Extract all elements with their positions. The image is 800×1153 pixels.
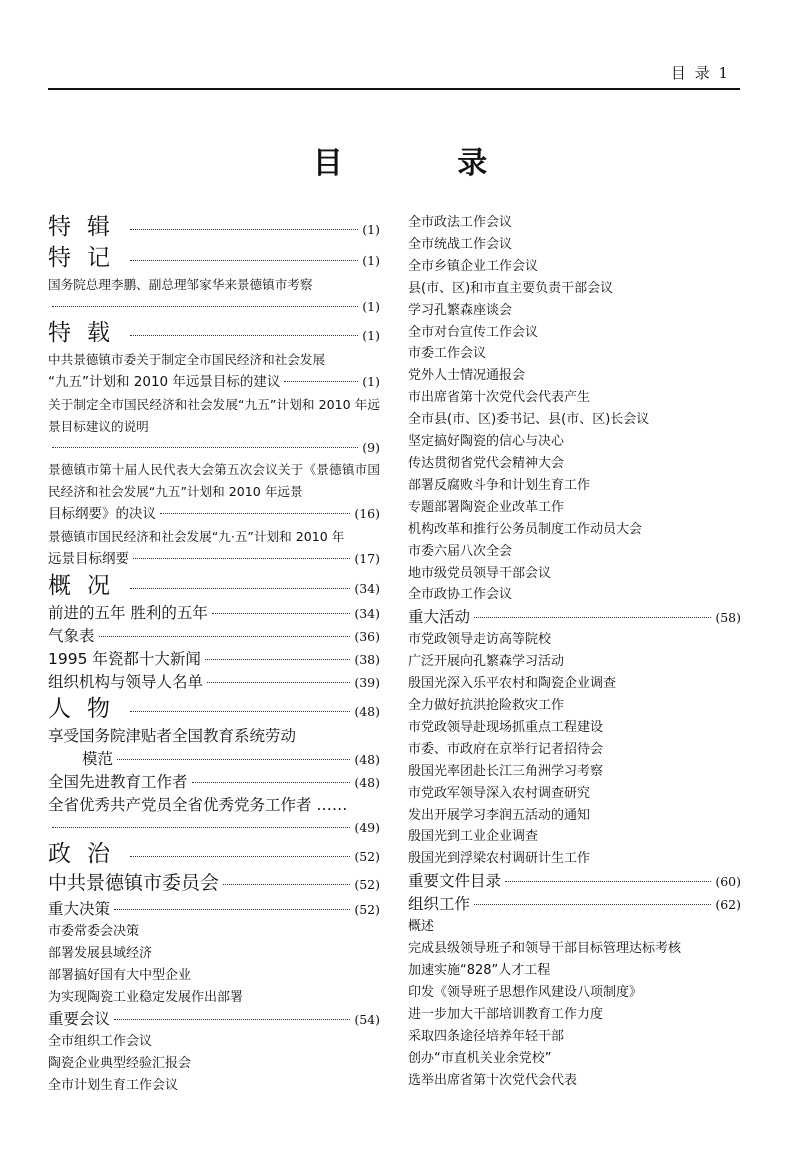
toc-entry-continuation: [48, 437, 380, 459]
toc-item: [408, 739, 741, 761]
toc-entry-title: 中共景德镇市委员会: [48, 871, 220, 894]
toc-entry: [48, 602, 380, 625]
toc-entry: [408, 870, 741, 893]
toc-item: [408, 278, 741, 300]
toc-item: [408, 563, 741, 585]
toc-item: [408, 431, 741, 453]
page-number: (62): [715, 897, 741, 913]
toc-item-text: 为实现陶瓷工业稳定发展作出部署: [48, 989, 244, 1005]
page-title: 目 录: [312, 146, 540, 181]
toc-item: [408, 1004, 741, 1026]
toc-left-column: [48, 212, 380, 1097]
toc-item-text: 印发《领导班子思想作风建设八项制度》: [408, 985, 643, 1000]
toc-item: [408, 212, 741, 234]
toc-item-text: 部署反腐败斗争和计划生育工作: [408, 477, 591, 493]
toc-item-text: 进一步加大干部培训教育工作力度: [408, 1006, 604, 1022]
dot-leader: [130, 856, 350, 857]
toc-entry-title: 重大活动: [408, 608, 471, 627]
toc-item-text: 部署搞好国有大中型企业: [48, 967, 192, 983]
page-number: (52): [354, 876, 380, 892]
toc-item: [48, 1053, 380, 1075]
page-number: (1): [362, 373, 380, 389]
toc-item: [408, 960, 741, 982]
toc-item: [48, 1031, 380, 1053]
toc-item-text: 机构改革和推行公务员制度工作动员大会: [408, 521, 643, 537]
toc-section-title: 特载: [48, 319, 126, 346]
page-number: (60): [715, 874, 741, 890]
dot-leader: [114, 1019, 350, 1020]
toc-section-title: 特记: [48, 245, 126, 271]
toc-item-text: 全力做好抗洪抢险救灾工作: [408, 698, 565, 714]
toc-item-text: 全市县(市、区)委书记、县(市、区)长会议: [408, 412, 650, 428]
toc-item: [408, 519, 741, 541]
dot-leader: [99, 636, 351, 637]
dot-leader: [474, 904, 711, 905]
page-number: (38): [354, 651, 380, 667]
page-number: (49): [354, 819, 380, 835]
toc-item: [408, 761, 741, 783]
toc-item-text: 市委、市政府在京举行记者招待会: [408, 741, 604, 757]
toc-entry-title: 前进的五年 胜利的五年: [48, 603, 208, 622]
toc-item-text: 全市乡镇企业工作会议: [408, 258, 539, 274]
toc-section: [48, 571, 380, 602]
toc-entry: [48, 648, 380, 671]
page-number: (9): [362, 440, 380, 456]
toc-section-title: 政治: [48, 840, 126, 867]
toc-entry: [408, 893, 741, 916]
toc-entry-text: 景德镇市第十届人民代表大会第五次会议关于《景德镇市国民经济和社会发展“九五”计划和 2010 年远景: [48, 462, 380, 500]
dot-leader: [130, 229, 358, 230]
toc-item-text: 概述: [408, 919, 435, 935]
dot-leader: [284, 381, 358, 382]
toc-item-text: 坚定搞好陶瓷的信心与决心: [408, 434, 565, 450]
page-number: (1): [362, 327, 380, 343]
toc-section: [48, 694, 380, 725]
toc-item: [48, 943, 380, 965]
toc-entry: [48, 548, 380, 571]
page-number: (34): [354, 580, 380, 596]
toc-item: [408, 322, 741, 344]
toc-item: [408, 982, 741, 1004]
toc-item: [408, 475, 741, 497]
toc-item: [408, 343, 741, 365]
toc-entry: [48, 898, 380, 921]
toc-item: [408, 826, 741, 848]
toc-item: [408, 916, 741, 938]
dot-leader: [133, 558, 350, 559]
toc-item-text: 地市级党员领导干部会议: [408, 565, 552, 581]
toc-entry-text: 中共景德镇市委关于制定全市国民经济和社会发展: [48, 351, 326, 367]
dot-leader: [192, 782, 351, 783]
toc-item-text: 广泛开展向孔繁森学习活动: [408, 654, 565, 670]
toc-entry-title: 组织机构与领导人名单: [48, 672, 204, 691]
toc-item: [48, 987, 380, 1009]
toc-item-text: 陶瓷企业典型经验汇报会: [48, 1056, 192, 1072]
dot-leader: [212, 613, 350, 614]
page-number: (1): [362, 298, 380, 314]
page-number: (52): [354, 848, 380, 864]
running-header: [48, 60, 740, 90]
toc-item-text: 专题部署陶瓷企业改革工作: [408, 499, 565, 515]
page-number: (48): [354, 751, 380, 767]
toc-item: [408, 584, 741, 606]
toc-item: [408, 848, 741, 870]
page-number: (17): [354, 550, 380, 566]
toc-item-text: 市党政领导走访高等院校: [408, 632, 552, 648]
dot-leader: [130, 335, 358, 336]
toc-entry-title: 组织工作: [408, 895, 471, 914]
toc-item: [408, 717, 741, 739]
toc-item: [408, 541, 741, 563]
toc-item-text: 部署发展县域经济: [48, 945, 153, 961]
dot-leader: [130, 711, 350, 712]
toc-item-text: 市党政领导赴现场抓重点工程建设: [408, 719, 604, 735]
toc-item-text: 党外人士情况通报会: [408, 368, 526, 384]
toc-item: [408, 497, 741, 519]
toc-entry-title: 重要文件目录: [408, 872, 502, 891]
toc-entry: [48, 1008, 380, 1031]
toc-entry-text: 关于制定全市国民经济和社会发展“九五”计划和 2010 年远景目标建议的说明: [48, 396, 380, 434]
toc-item: [408, 695, 741, 717]
toc-item-text: 学习孔繁森座谈会: [408, 302, 513, 318]
toc-item-text: 市委六届八次全会: [408, 543, 513, 559]
toc-item: [408, 365, 741, 387]
toc-entry-text: 全省优秀共产党员全省优秀党务工作者 ……: [48, 795, 348, 814]
toc-section: [48, 212, 380, 243]
toc-item-text: 全市统战工作会议: [408, 236, 513, 252]
page-number: (39): [354, 674, 380, 690]
toc-item: [408, 387, 741, 409]
page-number: (48): [354, 774, 380, 790]
toc-item-text: 市委常委会决策: [48, 923, 140, 939]
toc-entry-continuation: [48, 296, 380, 318]
toc-item-text: 传达贯彻省党代会精神大会: [408, 455, 565, 471]
dot-leader: [130, 588, 350, 589]
dot-leader: [117, 759, 350, 760]
dot-leader: [205, 659, 350, 660]
toc-item: [48, 965, 380, 987]
toc-entry: [48, 748, 380, 771]
page-number: (36): [354, 628, 380, 644]
dot-leader: [505, 881, 711, 882]
toc-item-text: 全市组织工作会议: [48, 1034, 153, 1050]
toc-entry-title: 全国先进教育工作者: [48, 772, 188, 791]
toc-entry-title: “九五”计划和 2010 年远景目标的建议: [48, 373, 281, 390]
dot-leader: [130, 260, 358, 261]
page-number: (48): [354, 703, 380, 719]
toc-item-text: 采取四条途径培养年轻干部: [408, 1028, 565, 1044]
dot-leader: [52, 306, 358, 307]
toc-item: [408, 234, 741, 256]
toc-item-text: 全市政法工作会议: [408, 215, 513, 230]
toc-item: [408, 1048, 741, 1070]
toc-entry-title: 模范: [82, 749, 114, 768]
page-number: (1): [362, 253, 380, 268]
dot-leader: [207, 682, 350, 683]
toc-entry-title: 1995 年瓷都十大新闻: [48, 649, 201, 668]
page-number: (58): [715, 610, 741, 626]
toc-item: [408, 1026, 741, 1048]
toc-entry: [48, 503, 380, 526]
toc-item: [408, 673, 741, 695]
toc-item-text: 殷国光到工业企业调查: [408, 829, 539, 845]
toc-item: [408, 783, 741, 805]
toc-item-text: 市出席省第十次党代会代表产生: [408, 390, 591, 406]
toc-entry-title: 目标纲要》的决议: [48, 506, 156, 523]
toc-item: [48, 921, 380, 943]
toc-item-text: 全市政协工作会议: [408, 587, 513, 603]
toc-entry: [48, 870, 380, 898]
toc-item: [408, 300, 741, 322]
dot-leader: [160, 513, 350, 514]
toc-item: [408, 651, 741, 673]
toc-entry-text: 国务院总理李鹏、副总理邹家华来景德镇市考察: [48, 277, 313, 292]
toc-item-text: 殷国光深入乐平农村和陶瓷企业调查: [408, 676, 617, 692]
toc-right-column: [408, 212, 741, 1092]
toc-entry-continuation: [48, 817, 380, 839]
toc-item: [408, 938, 741, 960]
toc-section: [48, 318, 380, 349]
page-number: (16): [354, 506, 380, 522]
toc-entry-title: 重大决策: [48, 899, 111, 918]
toc-entry: [48, 671, 380, 694]
toc-item: [408, 805, 741, 827]
toc-entry-title: 气象表: [48, 626, 95, 645]
toc-item-text: 发出开展学习李润五活动的通知: [408, 807, 591, 823]
toc-entry: [48, 371, 380, 394]
toc-section-title: 概况: [48, 572, 126, 599]
toc-item-text: 殷国光到浮梁农村调研计生工作: [408, 851, 591, 867]
page-number: (34): [354, 605, 380, 621]
toc-item-text: 市委工作会议: [408, 346, 487, 362]
toc-item-text: 全市对台宣传工作会议: [408, 324, 539, 340]
page-number: (54): [354, 1012, 380, 1028]
dot-leader: [52, 827, 350, 828]
toc-entry: [48, 625, 380, 648]
page-number: (1): [362, 222, 380, 237]
header-text: 目 录 1: [670, 64, 730, 82]
toc-item-text: 市党政军领导深入农村调查研究: [408, 785, 591, 801]
toc-entry: [48, 771, 380, 794]
toc-section: [48, 839, 380, 870]
toc-entry-text: 景德镇市国民经济和社会发展“九·五”计划和 2010 年: [48, 529, 345, 545]
toc-item: [408, 1070, 741, 1092]
dot-leader: [223, 884, 350, 885]
toc-item: [408, 629, 741, 651]
toc-entry-title: 远景目标纲要: [48, 550, 129, 567]
toc-section-title: 人物: [48, 695, 126, 722]
toc-item-text: 加速实施“828”人才工程: [408, 963, 551, 979]
toc-item-text: 完成县级领导班子和领导干部目标管理达标考核: [408, 941, 682, 957]
toc-entry: [408, 606, 741, 629]
toc-item-text: 全市计划生育工作会议: [48, 1078, 179, 1094]
page-number: (52): [354, 901, 380, 917]
dot-leader: [114, 909, 350, 910]
toc-entry-title: 重要会议: [48, 1010, 111, 1029]
toc-item-text: 殷国光率团赴长江三角洲学习考察: [408, 763, 604, 779]
toc-item-text: 选举出席省第十次党代会代表: [408, 1072, 578, 1088]
toc-section: [48, 243, 380, 274]
toc-item: [408, 256, 741, 278]
toc-item: [408, 453, 741, 475]
toc-item: [48, 1075, 380, 1097]
dot-leader: [52, 447, 358, 448]
toc-section-title: 特辑: [48, 214, 126, 240]
toc-item: [408, 409, 741, 431]
toc-item-text: 县(市、区)和市直主要负责干部会议: [408, 280, 614, 296]
dot-leader: [474, 617, 711, 618]
toc-item-text: 创办“市直机关业余党校”: [408, 1050, 552, 1066]
toc-entry-text: 享受国务院津贴者全国教育系统劳动: [48, 726, 297, 745]
